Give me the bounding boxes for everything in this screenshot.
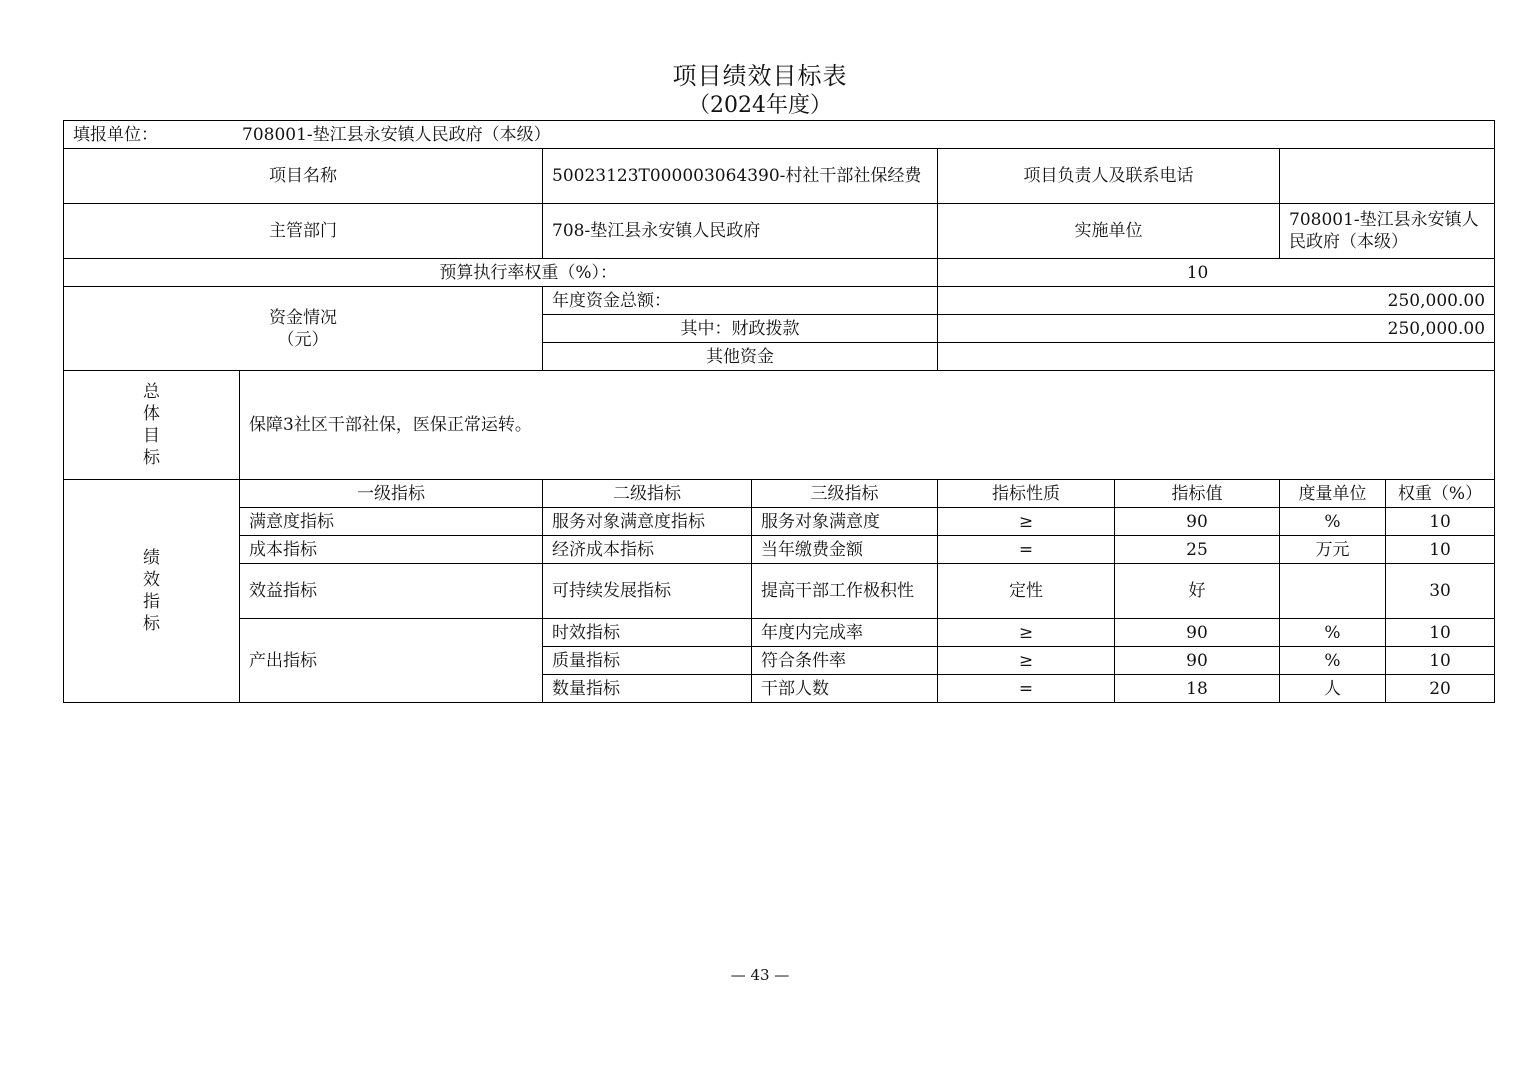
- row-level2: 经济成本指标: [543, 536, 752, 564]
- row-nature: ≥: [938, 647, 1115, 675]
- impl-unit-value: 708001-垫江县永安镇人民政府（本级）: [1280, 204, 1495, 259]
- project-name-row: [64, 149, 1495, 204]
- performance-char: 标: [143, 614, 160, 634]
- row-value: 好: [1115, 564, 1280, 619]
- row-weight: 10: [1386, 536, 1495, 564]
- project-name-label: 项目名称: [64, 149, 543, 204]
- funds-other-value: [938, 343, 1495, 371]
- funds-fiscal-value: 250,000.00: [938, 315, 1495, 343]
- row-value: 90: [1115, 619, 1280, 647]
- header-level1: 一级指标: [240, 480, 543, 508]
- indicator-header-row: [64, 480, 1495, 508]
- row-level3: 干部人数: [752, 675, 938, 703]
- row-unit: %: [1280, 508, 1386, 536]
- row-nature: =: [938, 536, 1115, 564]
- table-row: [64, 508, 1495, 536]
- row-value: 18: [1115, 675, 1280, 703]
- overall-goal-char: 标: [143, 448, 160, 468]
- funds-total-row: [64, 287, 1495, 315]
- row-weight: 10: [1386, 619, 1495, 647]
- overall-goal-label: [64, 371, 240, 480]
- row-level3: 当年缴费金额: [752, 536, 938, 564]
- overall-goal-text: 保障3社区干部社保，医保正常运转。: [240, 371, 1495, 480]
- row-level3: 提高干部工作极积性: [752, 564, 938, 619]
- row-level2: 数量指标: [543, 675, 752, 703]
- row-level1: 效益指标: [240, 564, 543, 619]
- row-value: 90: [1115, 508, 1280, 536]
- performance-goal-table: [63, 120, 1495, 703]
- project-contact-value: [1280, 149, 1495, 204]
- budget-rate-row: [64, 259, 1495, 287]
- row-nature: 定性: [938, 564, 1115, 619]
- department-row: [64, 204, 1495, 259]
- dept-label: 主管部门: [64, 204, 543, 259]
- row-level2: 时效指标: [543, 619, 752, 647]
- row-unit: 人: [1280, 675, 1386, 703]
- row-unit: 万元: [1280, 536, 1386, 564]
- funds-label: 资金情况: [269, 307, 337, 328]
- report-unit-cell: [64, 121, 1495, 149]
- row-level1: 产出指标: [240, 619, 543, 703]
- row-level3: 服务对象满意度: [752, 508, 938, 536]
- budget-rate-value: 10: [938, 259, 1495, 287]
- overall-goal-char: 体: [143, 404, 160, 424]
- performance-label: [64, 480, 240, 703]
- table-row: [64, 564, 1495, 619]
- row-unit: %: [1280, 647, 1386, 675]
- row-weight: 10: [1386, 508, 1495, 536]
- dept-value: 708-垫江县永安镇人民政府: [543, 204, 938, 259]
- funds-label-cell: [64, 287, 543, 371]
- funds-other-label: 其他资金: [543, 343, 938, 371]
- funds-fiscal-label: 其中：财政拨款: [543, 315, 938, 343]
- row-weight: 30: [1386, 564, 1495, 619]
- project-name-value: 50023123T000003064390-村社干部社保经费: [543, 149, 938, 204]
- performance-char: 效: [143, 570, 160, 590]
- header-level2: 二级指标: [543, 480, 752, 508]
- header-weight: 权重（%）: [1386, 480, 1495, 508]
- row-level2: 质量指标: [543, 647, 752, 675]
- header-nature: 指标性质: [938, 480, 1115, 508]
- overall-goal-char: 总: [143, 382, 160, 402]
- page-title: 项目绩效目标表: [672, 62, 848, 90]
- row-value: 90: [1115, 647, 1280, 675]
- funds-total-label: 年度资金总额：: [543, 287, 938, 315]
- project-contact-label: 项目负责人及联系电话: [938, 149, 1280, 204]
- report-unit-value: 708001-垫江县永安镇人民政府（本级）: [242, 124, 551, 145]
- header-level3: 三级指标: [752, 480, 938, 508]
- row-unit: %: [1280, 619, 1386, 647]
- impl-unit-label: 实施单位: [938, 204, 1280, 259]
- page-number: — 43 —: [730, 966, 790, 984]
- performance-char: 指: [143, 592, 160, 612]
- funds-total-value: 250,000.00: [938, 287, 1495, 315]
- table-row: [64, 619, 1495, 647]
- row-level2: 服务对象满意度指标: [543, 508, 752, 536]
- row-level3: 符合条件率: [752, 647, 938, 675]
- page-subtitle: （2024年度）: [688, 93, 832, 118]
- report-unit-row: [64, 121, 1495, 149]
- row-level3: 年度内完成率: [752, 619, 938, 647]
- table-row: [64, 536, 1495, 564]
- header-unit: 度量单位: [1280, 480, 1386, 508]
- row-unit: [1280, 564, 1386, 619]
- overall-goal-char: 目: [143, 426, 160, 446]
- row-nature: ≥: [938, 619, 1115, 647]
- row-value: 25: [1115, 536, 1280, 564]
- row-level1: 成本指标: [240, 536, 543, 564]
- row-level1: 满意度指标: [240, 508, 543, 536]
- report-unit-label: 填报单位：: [73, 124, 158, 145]
- funds-unit: （元）: [277, 329, 329, 350]
- row-nature: ≥: [938, 508, 1115, 536]
- performance-char: 绩: [143, 548, 160, 568]
- budget-rate-label: 预算执行率权重（%）：: [64, 259, 938, 287]
- row-nature: =: [938, 675, 1115, 703]
- row-weight: 10: [1386, 647, 1495, 675]
- overall-goal-row: [64, 371, 1495, 480]
- row-level2: 可持续发展指标: [543, 564, 752, 619]
- header-value: 指标值: [1115, 480, 1280, 508]
- row-weight: 20: [1386, 675, 1495, 703]
